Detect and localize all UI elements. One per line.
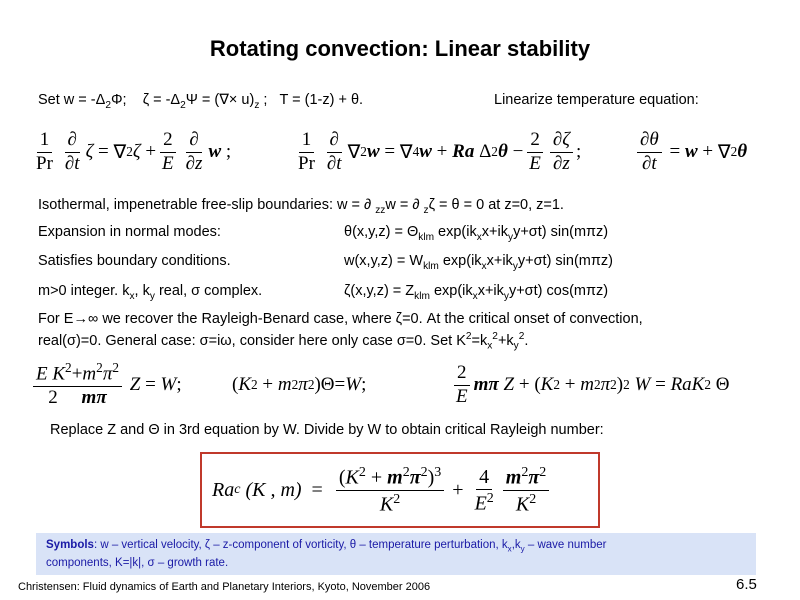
- mode-equation-2: [232, 360, 366, 410]
- den: ∂z: [185, 152, 203, 174]
- sub: x: [129, 290, 135, 302]
- bc-text: w = ∂: [385, 197, 424, 213]
- den: E: [529, 152, 541, 174]
- K: K: [515, 493, 530, 516]
- nabla: ∇: [399, 141, 413, 163]
- semicolon: ;: [225, 141, 232, 162]
- semicolon: ;: [576, 141, 582, 162]
- pi: π: [298, 374, 308, 395]
- Ra: Ra: [452, 141, 475, 162]
- rayleigh-benard-line: For E→∞ we recover the Rayleigh-Benard case, where ζ=0. At the critical onset of convection,: [38, 311, 643, 327]
- plus: +: [370, 466, 383, 489]
- K: K: [238, 374, 252, 395]
- mpi: mπ: [81, 387, 107, 409]
- fraction: [159, 130, 177, 175]
- symbols-text: ,k: [511, 539, 521, 551]
- para-text: real(σ)=0. General case: σ=iω, consider here only case σ=0. Set K: [38, 332, 466, 349]
- pi: π: [102, 363, 113, 385]
- def-T: T = (1-z) + θ.: [279, 92, 364, 108]
- sup: 2: [112, 359, 119, 375]
- mode-text: y+σt) cos(mπz): [508, 283, 609, 299]
- theta: θ: [737, 141, 748, 162]
- rparen: ): [427, 466, 435, 489]
- m: m: [277, 374, 292, 395]
- sub: zz: [375, 204, 386, 216]
- plus: +: [702, 141, 714, 162]
- E: E: [36, 363, 48, 385]
- sub: x: [487, 340, 493, 352]
- symbols-line-1: [46, 538, 746, 556]
- den: [472, 490, 497, 515]
- mode-text: exp(ik: [438, 253, 482, 269]
- num: ∂: [65, 130, 80, 153]
- mode-text: w(x,y,z) = W: [344, 253, 424, 269]
- bc-text: ζ = θ = 0 at z=0, z=1.: [428, 197, 564, 213]
- sup: 3: [434, 464, 442, 480]
- mode-text: exp(ik: [434, 224, 477, 240]
- fraction: [526, 130, 544, 175]
- critical-rayleigh-equation: [212, 456, 552, 524]
- den: ∂z: [553, 152, 570, 174]
- symbols-text: – wave number: [524, 539, 607, 551]
- num: 1: [37, 130, 53, 153]
- sub: y: [503, 290, 509, 302]
- modes-left-2: Satisfies boundary conditions.: [38, 253, 231, 269]
- modes-left-3: [38, 283, 262, 302]
- theta-mode: [344, 224, 608, 243]
- sup: 2: [521, 464, 529, 480]
- fraction: [183, 130, 206, 175]
- m: m: [82, 363, 97, 385]
- lparen: (: [338, 466, 346, 489]
- zeta-mode: [344, 283, 608, 302]
- w: w: [684, 141, 698, 162]
- sub: y: [520, 544, 525, 554]
- nabla: ∇: [717, 141, 731, 163]
- Ra: Ra: [670, 374, 692, 395]
- plus: +: [452, 478, 464, 501]
- sup: 2: [704, 377, 712, 392]
- def-semi: ;: [259, 92, 268, 108]
- num: ∂: [327, 130, 342, 153]
- symbols-legend: [36, 533, 756, 575]
- sub: y: [149, 290, 155, 302]
- num: ∂ζ: [550, 130, 573, 153]
- sub: x: [481, 260, 487, 272]
- Theta: Θ: [715, 374, 730, 395]
- m: m: [387, 466, 403, 489]
- fraction: [295, 130, 318, 175]
- def-phi: Φ;: [110, 92, 127, 108]
- num: ∂θ: [637, 130, 662, 153]
- sup: 2: [730, 144, 738, 159]
- den: [45, 387, 109, 409]
- equals: =: [334, 374, 346, 395]
- mode-text: x+ik: [477, 283, 504, 299]
- momentum-equation: [292, 126, 581, 178]
- num: 2: [454, 363, 470, 386]
- sub: x: [507, 544, 512, 554]
- K: K: [540, 374, 554, 395]
- sup: 2: [553, 377, 560, 392]
- num: 4: [476, 466, 492, 490]
- mode-text: y+σt) sin(mπz): [517, 253, 613, 269]
- num: 2: [160, 130, 176, 153]
- def-psi: Ψ = (∇× u): [185, 92, 255, 108]
- Z: Z: [129, 374, 141, 395]
- replace-instruction: Replace Z and Θ in 3rd equation by W. Divide by W to obtain critical Rayleigh number:: [50, 422, 604, 438]
- den: Pr: [298, 152, 315, 174]
- sup: 2: [623, 377, 630, 392]
- sup: 2: [465, 331, 472, 342]
- sub: z: [254, 99, 260, 111]
- page-number: 6.5: [736, 576, 757, 593]
- slide-title: Rotating convection: Linear stability: [209, 36, 591, 61]
- semicolon: ;: [361, 374, 367, 395]
- args: (K , m): [245, 478, 302, 501]
- sup: 2: [360, 144, 367, 159]
- modes-left-1: Expansion in normal modes:: [38, 224, 221, 240]
- sub: x: [472, 290, 478, 302]
- equals: =: [311, 478, 323, 501]
- Theta: Θ: [320, 374, 335, 395]
- zeta: ζ: [85, 141, 94, 162]
- lparen: (: [534, 374, 541, 395]
- boundary-conditions: [38, 197, 564, 216]
- sup: 2: [291, 377, 299, 392]
- lparen: (: [232, 374, 239, 395]
- mode-text: θ(x,y,z) = Θ: [344, 224, 419, 240]
- plus: +: [518, 374, 530, 395]
- mpi: mπ: [473, 374, 499, 395]
- fraction: [324, 130, 345, 175]
- den: ∂t: [64, 152, 80, 174]
- sub: klm: [418, 231, 435, 243]
- mode-text: y+σt) sin(mπz): [513, 224, 609, 240]
- Ra: Ra: [212, 478, 235, 501]
- mode-text: real, σ complex.: [154, 283, 263, 299]
- fraction: [503, 465, 549, 515]
- sup: 2: [529, 491, 537, 507]
- theta: θ: [497, 141, 508, 162]
- fraction: [472, 466, 497, 515]
- mode-equation-1: [30, 360, 182, 410]
- sub: x: [476, 231, 482, 243]
- plus: +: [145, 141, 157, 162]
- sup: 2: [65, 359, 72, 375]
- general-case-line: [38, 331, 528, 352]
- bc-text: Isothermal, impenetrable free-slip boundaries: w = ∂: [38, 197, 376, 213]
- fraction: [637, 130, 662, 175]
- fraction: [62, 130, 83, 175]
- num: 1: [299, 130, 315, 153]
- K: K: [691, 374, 705, 395]
- pi: π: [409, 466, 421, 489]
- nabla: ∇: [113, 141, 127, 163]
- den: [513, 491, 539, 516]
- sub: 2: [180, 99, 186, 111]
- den: ∂t: [642, 152, 657, 174]
- sup: 2: [251, 377, 258, 392]
- sup: 2: [420, 464, 428, 480]
- rparen: ): [314, 374, 321, 395]
- plus: +: [564, 374, 576, 395]
- mode-text: m>0 integer. k: [38, 283, 130, 299]
- symbols-label: Symbols: [46, 539, 94, 551]
- para-text: =k: [471, 332, 488, 349]
- linearize-label: Linearize temperature equation:: [494, 92, 699, 108]
- m: m: [580, 374, 594, 395]
- temperature-equation: [634, 126, 747, 178]
- vorticity-equation: [30, 126, 231, 178]
- sub: y: [512, 260, 518, 272]
- den: [377, 491, 403, 516]
- sup: 2: [126, 144, 133, 159]
- def-zeta: ζ = -Δ: [142, 92, 181, 108]
- mode-text: exp(ik: [429, 283, 473, 299]
- sub: 2: [491, 144, 498, 159]
- m: m: [505, 466, 522, 489]
- W: W: [160, 374, 177, 395]
- den: Pr: [36, 152, 53, 174]
- def-w: Set w = -Δ: [38, 92, 106, 108]
- equals: =: [145, 374, 156, 395]
- semicolon: ;: [176, 374, 182, 395]
- K: K: [345, 466, 359, 489]
- w-mode: [344, 253, 613, 272]
- sup: 2: [393, 491, 401, 507]
- sup: 2: [358, 464, 366, 480]
- Z: Z: [503, 374, 515, 395]
- symbols-line-2: components, K=|k|, σ – growth rate.: [46, 557, 229, 570]
- sub: klm: [423, 260, 439, 272]
- w: w: [208, 141, 222, 162]
- sub: klm: [414, 290, 430, 302]
- fraction: [336, 465, 444, 515]
- sub-c: c: [234, 482, 241, 497]
- mode-text: x+ik: [481, 224, 508, 240]
- sup: 2: [96, 359, 103, 375]
- equals: =: [98, 141, 109, 162]
- delta: Δ: [479, 141, 492, 162]
- den: E: [456, 385, 468, 407]
- definitions-line: [38, 92, 363, 111]
- sup: 2: [539, 464, 547, 480]
- equals: =: [669, 141, 681, 162]
- sup: 2: [307, 377, 315, 392]
- nabla: ∇: [347, 141, 361, 163]
- num: [503, 465, 549, 491]
- sub: 2: [105, 99, 111, 111]
- equals: =: [384, 141, 396, 162]
- den: E: [162, 152, 174, 174]
- K: K: [379, 493, 394, 516]
- plus: +: [436, 141, 448, 162]
- w: w: [366, 141, 380, 162]
- pi: π: [600, 374, 611, 395]
- w: w: [419, 141, 432, 162]
- mode-text: , k: [134, 283, 150, 299]
- num: [336, 465, 444, 491]
- para-text: +k: [497, 332, 514, 349]
- mode-equation-3: [450, 360, 730, 410]
- E: E: [474, 492, 487, 515]
- two: 2: [48, 387, 58, 409]
- mode-text: x+ik: [486, 253, 513, 269]
- den: ∂t: [326, 152, 342, 174]
- sup: 2: [610, 377, 617, 392]
- W: W: [345, 374, 362, 395]
- fraction: [33, 130, 56, 175]
- fraction: [453, 363, 471, 408]
- num: E $K^2+m^2\pi^2$: [33, 361, 122, 387]
- sup: 2: [486, 490, 494, 506]
- symbols-text: : w – vertical velocity, ζ – z-component of vorticity, θ – temperature perturbation, k: [93, 539, 508, 551]
- footer-citation: Christensen: Fluid dynamics of Earth and Planetary Interiors, Kyoto, November 2006: [18, 581, 431, 593]
- minus: −: [512, 141, 524, 162]
- sub: z: [423, 204, 429, 216]
- mode-text: ζ(x,y,z) = Z: [344, 283, 415, 299]
- sub: y: [513, 340, 519, 352]
- fraction: [33, 361, 122, 409]
- sup: 4: [412, 144, 420, 159]
- num: ∂: [186, 130, 201, 153]
- K: K: [52, 363, 66, 385]
- sup: 2: [492, 331, 498, 342]
- W: W: [634, 374, 651, 395]
- zeta: ζ: [132, 141, 141, 162]
- plus: +: [262, 374, 274, 395]
- fraction: [550, 130, 573, 175]
- sup: 2: [402, 464, 410, 480]
- para-text: .: [524, 332, 529, 349]
- num: 2: [527, 130, 543, 153]
- sub: y: [508, 231, 514, 243]
- pi: π: [528, 466, 540, 489]
- sup: 2: [593, 377, 601, 392]
- sup: 2: [518, 331, 525, 342]
- rparen: ): [616, 374, 624, 395]
- equals: =: [655, 374, 666, 395]
